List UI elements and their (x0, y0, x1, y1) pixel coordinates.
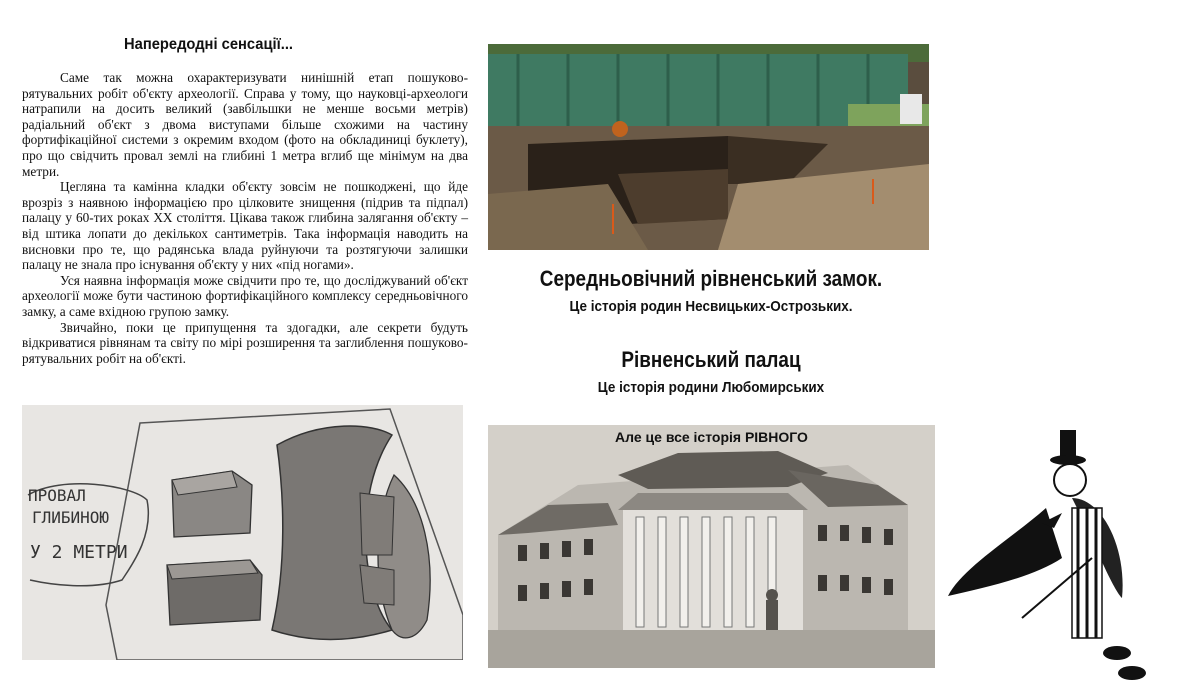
article-paragraph: Звичайно, поки це припущення та здогадки, але секрети будуть відкриватися рівнянам та світу по мірі розширення та заглиблення пошуково-рятувальних робіт на об'єкті. (22, 319, 468, 366)
excavation-photo (488, 44, 929, 250)
article-title: Напередодні сенсації... (124, 36, 293, 53)
sketch-image (22, 405, 463, 660)
castle-subtitle: Це історія родин Несвицьких-Острозьких. (569, 298, 853, 315)
palace-subtitle: Це історія родини Любомирських (597, 379, 825, 396)
sketch-handwriting-line: ГЛИБИНОЮ (32, 508, 110, 527)
palace-title: Рівненський палац (621, 347, 801, 372)
article-paragraph: Уся наявна інформація може свідчити про те, що досліджуваний об'єкт археології може бути частиною фортифікаційного комплексу середньовічного замку, а саме вхідною групою замку. (22, 272, 468, 319)
sketch-handwriting-line: ПРОВАЛ (28, 486, 86, 505)
article-paragraph: Цегляна та камінна кладки об'єкту зовсім не пошкоджені, що йде врозріз з наявною інформацією про цілковите знищення (підрив та підпал) палацу у 60-тих роках XX століття. Цікава також глибина залягання об'єкту – від штика лопати до декількох сантиметрів. Така інформація наводить на висновки про те, що радянська влада руйнуючи та розтягуючи залишки палацу не знала про існування об'єкту у них «під ногами». (22, 179, 468, 273)
castle-title: Середньовічний рівненський замок. (539, 266, 883, 291)
cartoon-character-image (942, 428, 1172, 688)
palace-caption: Але це все історія РІВНОГО (615, 429, 808, 445)
article-paragraph: Саме так можна охарактеризувати нинішній етап пошуково-рятувальних робіт об'єкту археології. Справа у тому, що науковці-археологи натрапили на досить великий (завбільшки не менше восьми метрів) радіальний об'єкт з двома виступами більше схожими на частину фортифікаційної системи з окремим входом (фото на обкладиниці буклету), про що свідчить провал землі на глибині 1 метра вглиб ще мінімум на два метри. (22, 70, 468, 179)
sketch-handwriting-line: У 2 МЕТРИ (30, 542, 128, 563)
article-body (22, 70, 468, 366)
palace-photo (488, 425, 935, 668)
